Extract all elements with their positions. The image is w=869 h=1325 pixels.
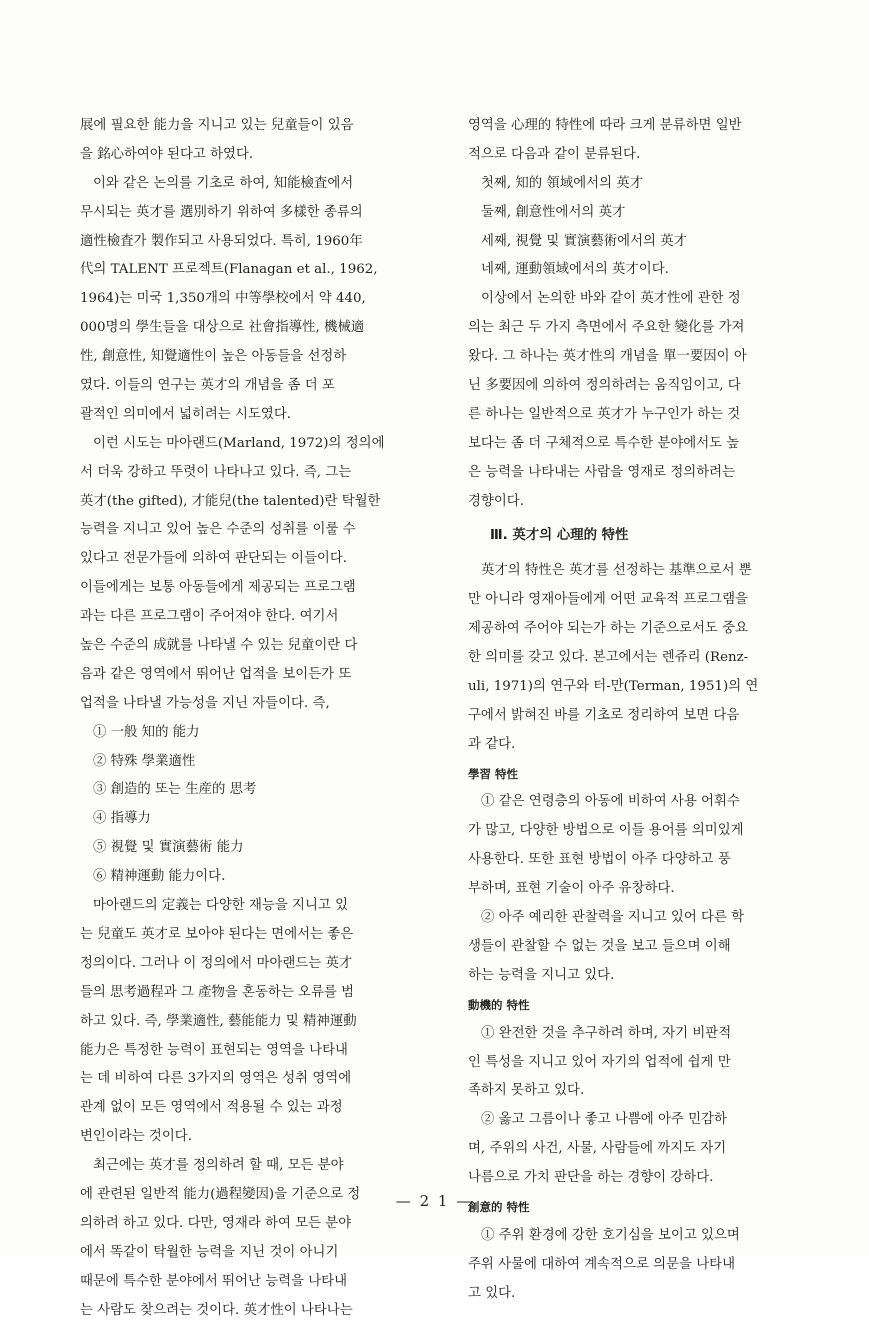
text-line: 에 관련된 일반적 能力(過程變因)을 기준으로 정	[80, 1186, 361, 1202]
text-line: 적으로 다음과 같이 분류된다.	[468, 146, 641, 162]
ability-list	[80, 719, 436, 892]
text-line: 른 하나는 일반적으로 英才가 누구인가 하는 것	[468, 406, 741, 422]
list-item: ④ 指導力	[93, 811, 151, 827]
paragraph	[80, 430, 436, 719]
list-item: 세째, 視覺 및 實演藝術에서의 英才	[481, 233, 688, 249]
list-item: ② 特殊 學業適性	[93, 753, 196, 769]
text-line: ② 아주 예리한 관찰력을 지니고 있어 다른 학	[481, 910, 745, 926]
text-line: 제공하여 주어야 되는가 하는 기준으로서도 중요	[468, 621, 748, 637]
text-line: 관계 없이 모든 영역에서 적용될 수 있는 과정	[80, 1100, 343, 1116]
text-line: 며, 주위의 사건, 사물, 사람들에 까지도 자기	[468, 1141, 727, 1157]
text-line: 1964)는 미국 1,350개의 中等學校에서 약 440,	[80, 291, 366, 307]
text-line: 사용한다. 또한 표현 방법이 아주 다양하고 풍	[468, 852, 731, 868]
text-line: 구에서 밝혀진 바를 기초로 정리하여 보면 다음	[468, 707, 740, 723]
text-line: 과 같다.	[468, 736, 516, 752]
list-item: ① 一般 知的 能力	[93, 724, 200, 740]
text-line: 의하려 하고 있다. 다만, 영재라 하여 모든 분야	[80, 1215, 352, 1231]
paragraph	[80, 170, 436, 430]
text-line: 부하며, 표현 기술이 아주 유창하다.	[468, 881, 675, 897]
text-line: 였다. 이들의 연구는 英才의 개념을 좀 더 포	[80, 378, 335, 394]
text-line: 업적을 나타낼 가능성을 지닌 자들이다. 즉,	[80, 695, 330, 711]
paragraph	[80, 892, 436, 1152]
trait-item	[468, 1020, 822, 1107]
list-item: 첫째, 知的 領域에서의 英才	[481, 175, 644, 191]
trait-item	[468, 1222, 822, 1309]
text-line: 괄적인 의미에서 넓히려는 시도였다.	[80, 406, 292, 422]
text-line: 이들에게는 보통 아동들에게 제공되는 프로그램	[80, 580, 356, 596]
text-line: 이런 시도는 마아랜드(Marland, 1972)의 정의에	[93, 435, 385, 451]
text-line: 은 능력을 나타내는 사람을 영재로 정의하려는	[468, 464, 736, 480]
text-line: 보다는 좀 더 구체적으로 특수한 분야에서도 높	[468, 435, 740, 451]
list-item: ③ 創造的 또는 生産的 思考	[93, 782, 257, 798]
text-line: 높은 수준의 成就를 나타낼 수 있는 兒童이란 다	[80, 638, 358, 654]
text-line: 에서 똑같이 탁월한 능력을 지닌 것이 아니기	[80, 1244, 339, 1260]
text-line: 경향이다.	[468, 493, 524, 509]
text-line: 변인이라는 것이다.	[80, 1129, 192, 1145]
text-line: 性, 創意性, 知覺適性이 높은 아동들을 선정하	[80, 349, 347, 365]
text-line: 의는 최근 두 가지 측면에서 주요한 變化를 가져	[468, 320, 745, 336]
text-line: 생들이 관찰할 수 없는 것을 보고 들으며 이해	[468, 938, 731, 954]
page-number: — 2 1 —	[395, 1192, 474, 1210]
list-item: ⑥ 精神運動 能力이다.	[93, 869, 226, 885]
sub-heading: 動機的 特性	[468, 997, 530, 1012]
text-line: 인 특성을 지니고 있어 자기의 업적에 쉽게 만	[468, 1054, 731, 1070]
trait-item	[468, 904, 822, 991]
sub-heading: 學習 特性	[468, 766, 519, 781]
text-line: 能力은 특정한 능력이 표현되는 영역을 나타내	[80, 1042, 348, 1058]
text-line: 는 데 비하여 다른 3가지의 영역은 성취 영역에	[80, 1071, 352, 1087]
paragraph	[80, 112, 436, 170]
text-line: ① 같은 연령층의 아동에 비하여 사용 어휘수	[481, 794, 740, 810]
text-line: 족하지 못하고 있다.	[468, 1083, 585, 1099]
list-item: ⑤ 視覺 및 實演藝術 能力	[93, 840, 244, 856]
text-line: 왔다. 그 하나는 英才性의 개념을 單一要因이 아	[468, 349, 747, 365]
text-line: 과는 다른 프로그램이 주어져야 한다. 여기서	[80, 609, 339, 625]
text-line: ② 옳고 그름이나 좋고 나쁨에 아주 민감하	[481, 1112, 727, 1128]
trait-item	[468, 788, 822, 904]
text-line: 주위 사물에 대하여 계속적으로 의문을 나타내	[468, 1256, 736, 1272]
right-column	[468, 112, 822, 1309]
text-line: 하는 능력을 지니고 있다.	[468, 967, 615, 983]
text-line: 최근에는 英才를 정의하려 할 때, 모든 분야	[93, 1158, 344, 1174]
paragraph	[468, 112, 822, 170]
text-line: 때문에 특수한 분야에서 뛰어난 능력을 나타내	[80, 1273, 348, 1289]
text-line: 음과 같은 영역에서 뛰어난 업적을 보이든가 또	[80, 666, 352, 682]
text-line: 서 더욱 강하고 뚜렷이 나타나고 있다. 즉, 그는	[80, 464, 352, 480]
text-line: ① 주위 환경에 강한 호기심을 보이고 있으며	[481, 1227, 740, 1243]
paragraph	[80, 1152, 436, 1325]
text-line: 代의 TALENT 프로젝트(Flanagan et al., 1962,	[80, 262, 378, 278]
paragraph	[468, 285, 822, 516]
paragraph	[468, 557, 822, 759]
text-line: 들의 思考過程과 그 產物을 혼동하는 오류를 범	[80, 984, 355, 1000]
text-line: ① 완전한 것을 추구하려 하며, 자기 비판적	[481, 1025, 732, 1041]
text-line: 適性檢査가 製作되고 사용되었다. 특히, 1960年	[80, 233, 363, 249]
text-line: 무시되는 英才를 選別하기 위하여 多樣한 종류의	[80, 204, 363, 220]
trait-item	[468, 1106, 822, 1193]
text-line: 는 兒童도 英才로 보아야 된다는 면에서는 좋은	[80, 926, 354, 942]
text-line: 마아랜드의 定義는 다양한 재능을 지니고 있	[93, 898, 349, 914]
text-line: 있다고 전문가들에 의하여 판단되는 이들이다.	[80, 551, 348, 567]
text-line: 닌 多要因에 의하여 정의하려는 움직임이고, 다	[468, 378, 741, 394]
text-line: 이와 같은 논의를 기초로 하여, 知能檢査에서	[93, 175, 354, 191]
text-line: 정의이다. 그러나 이 정의에서 마아랜드는 英才	[80, 955, 353, 971]
text-line: 나름으로 가치 판단을 하는 경향이 강하다.	[468, 1170, 714, 1186]
domain-list	[468, 170, 822, 286]
text-line: 만 아니라 영재아들에게 어떤 교육적 프로그램을	[468, 592, 748, 608]
text-line: 한 의미를 갖고 있다. 본고에서는 렌쥬리 (Renz-	[468, 650, 749, 666]
list-item: 둘째, 創意性에서의 英才	[481, 204, 626, 220]
text-line: 가 많고, 다양한 방법으로 이들 용어를 의미있게	[468, 823, 744, 839]
text-line: 展에 필요한 能力을 지니고 있는 兒童들이 있음	[80, 118, 354, 133]
text-line: 영역을 心理的 特性에 따라 크게 분류하면 일반	[468, 118, 742, 133]
text-line: 는 사람도 찾으려는 것이다. 英才性이 나타나는	[80, 1302, 353, 1318]
list-item: 네째, 運動領域에서의 英才이다.	[481, 262, 669, 278]
section-heading: Ⅲ. 英才의 心理的 特性	[490, 528, 629, 544]
left-column	[80, 112, 436, 1325]
text-line: uli, 1971)의 연구와 터-만(Terman, 1951)의 연	[468, 678, 759, 694]
sub-heading: 創意的 特性	[468, 1199, 530, 1214]
text-line: 000명의 學生들을 대상으로 社會指導性, 機械適	[80, 320, 365, 336]
text-line: 고 있다.	[468, 1285, 516, 1301]
text-line: 英才의 特性은 英才를 선정하는 基準으로서 뿐	[481, 563, 752, 579]
text-line: 능력을 지니고 있어 높은 수준의 성취를 이룰 수	[80, 522, 356, 538]
text-line: 英才(the gifted), 才能兒(the talented)란 탁월한	[80, 493, 381, 509]
text-line: 하고 있다. 즉, 學業適性, 藝能能力 및 精神運動	[80, 1013, 357, 1029]
text-line: 이상에서 논의한 바와 같이 英才性에 관한 정	[481, 291, 741, 307]
text-line: 을 銘心하여야 된다고 하였다.	[80, 146, 254, 162]
